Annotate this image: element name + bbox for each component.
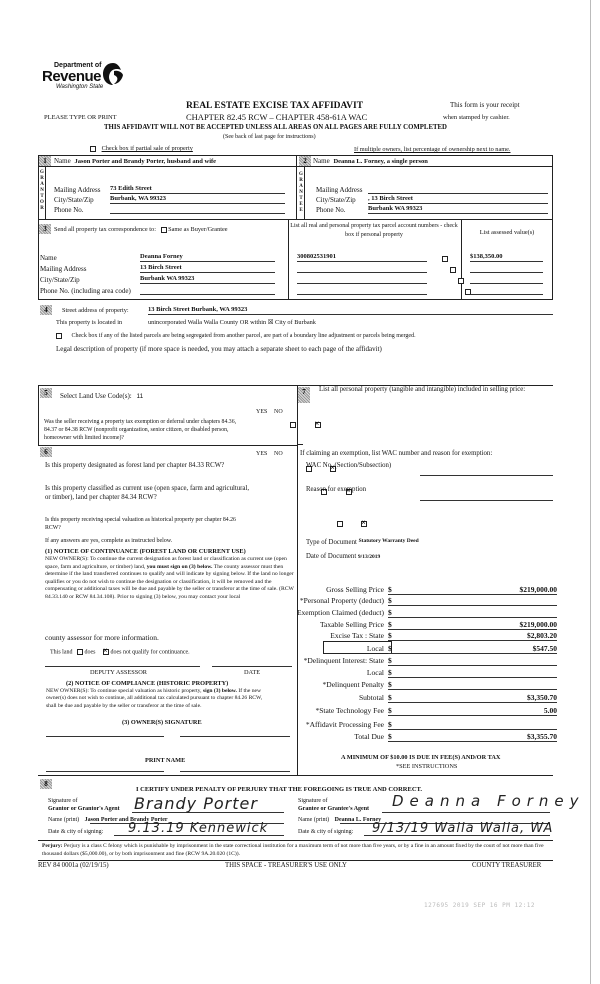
exemption-label: If claiming an exemption, list WAC number and reason for exemption: [300,450,493,457]
same-as-buyer-label: Same as Buyer/Grantee [168,226,228,233]
date-label: DATE [244,669,261,676]
grantee-name-field [313,157,428,165]
q-historic-yes[interactable] [337,521,343,527]
legal-description-label: Legal description of property (if more space is needed, you may attach a separate sheet to each page of the affidavit) [56,345,382,353]
owner-signature-line-1[interactable] [46,736,164,737]
parcel-number-3[interactable] [297,275,427,284]
reason-value[interactable] [420,493,553,501]
grantor-city-label: City/State/Zip [54,196,94,204]
grantee-phone-value[interactable]: Burbank WA 99323 [368,205,548,214]
yes-header-5: YES [256,409,268,415]
grantee-name-value[interactable]: Deanna L. Forney, a single person [333,158,428,165]
multiple-owners-note: If multiple owners, list percentage of ownership next to name. [354,146,511,153]
receipt-stamp: 127695 2019 SEP 16 PM 12:12 [424,902,536,909]
located-in-value: unincorporated Walla Walla County OR within ☒ City of Burbank [148,319,316,326]
grantor-mailing-label: Mailing Address [54,186,101,194]
q-current-use-text: Is this property classified as current use (open space, farm and agricultural, or timber), land per chapter 84.34 RCW? [45,485,250,501]
q-forest-text: Is this property designated as forest land per chapter 84.33 RCW? [45,462,225,469]
partial-sale-row [90,145,193,152]
tax-row-delinquent-penalty: *Delinquent Penalty $ [300,679,560,690]
correspondence-header: Send all property tax correspondence to: Same as Buyer/Grantee [54,226,228,233]
segregated-row [56,333,416,339]
tax-row-excise-state: Excise Tax : State $2,803.20 $ [330,631,557,640]
notice1-body: NEW OWNER(S): To continue the current designation as forest land or classification as current use (open space, farm and agriculture, or timber) land, you must sign on (3) below. The county assessor must then determine if the land transferred continues to qualify and will indicate by signing below. If the land no longer qualifies or you do not wish to continue the designation or classification, it will be removed and the compensating or additional taxes will be due and payable by the seller or transferor at the time of sale. (RCW 84.33.140 or RCW 84.34.108). Prior to signing (3) below, you may contact your local [45,556,294,600]
corr-name-label: Name [40,254,57,262]
print-name-label: PRINT NAME [145,757,186,764]
footer-divider [38,860,553,861]
dor-logo [42,62,112,100]
q-historic-no[interactable] [361,521,367,527]
grantee-name-print-row: Name (print) Deanna L. Forney [298,817,382,823]
page-right-edge [590,0,591,984]
receipt-line2: when stamped by cashier. [443,114,510,121]
grantor-phone-value[interactable] [110,205,285,214]
located-in-label: This property is located in [56,319,123,326]
county-treasurer: COUNTY TREASURER [472,862,542,869]
parcel-number-2[interactable] [297,264,427,273]
grantor-name-print[interactable]: Jason Porter and Brandy Porter [84,817,168,823]
corr-city-value[interactable]: Burbank WA 99323 [140,275,275,284]
grantee-name-print[interactable]: Deanna L. Forney [334,817,382,823]
wac-label: WAC No. (Section/Subsection) [306,462,392,469]
grantee-mailing-value[interactable] [368,185,548,194]
q-exemption-yes[interactable] [290,422,296,428]
assessed-value-4[interactable] [470,286,543,295]
doc-date-row [306,553,380,560]
print-name-line-2[interactable] [180,771,290,772]
perjury-divider [38,840,553,841]
continuance-does-checkbox[interactable] [77,649,83,655]
certify-statement: I CERTIFY UNDER PENALTY OF PERJURY THAT THE FOREGOING IS TRUE AND CORRECT. [136,786,423,793]
section-5-icon: 5 [40,388,52,398]
if-yes-note: If any answers are yes, complete as instructed below. [45,538,173,544]
grantor-name-field [54,157,216,165]
reason-label: Reason for exemption [306,486,367,493]
section-6-icon: 6 [40,447,52,457]
section-7-bottom-line [297,444,303,445]
parcel-personal-checkbox-1[interactable] [442,256,448,262]
form-number: REV 84 0001a (02/19/15) [38,862,109,869]
notice2-title: (2) NOTICE OF COMPLIANCE (HISTORIC PROPERTY) [66,680,229,687]
left-col-border [38,385,39,445]
grantor-signature: Brandy Porter [134,794,258,813]
grantor-side-label: G R A N T O R [40,170,44,211]
notice1-tail: county assessor for more information. [45,633,159,642]
section-5-6-divider [38,445,297,446]
grantee-mailing-label: Mailing Address [316,186,363,194]
assessed-value-3[interactable] [470,275,543,284]
logo-line2: Revenue [42,68,102,85]
grantor-mailing-value[interactable]: 73 Edith Street [110,185,285,194]
section-2-icon: 2 [299,156,311,166]
deputy-assessor-label: DEPUTY ASSESSOR [90,669,147,676]
tax-row-gross: Gross Selling Price $219,000.00 $ [326,585,557,594]
grantor-date-label: Date & city of signing: [48,829,104,835]
no-header-5: NO [274,409,283,415]
tax-row-excise-local: Local $547.50 $ [366,644,557,653]
form-title: REAL ESTATE EXCISE TAX AFFIDAVIT [186,101,364,111]
grantor-phone-label: Phone No. [54,206,84,214]
parcel-personal-checkbox-2[interactable] [450,267,456,273]
corr-city-label: City/State/Zip [40,276,80,284]
grantee-date-line [364,828,550,836]
grantor-city-value[interactable]: Burbank, WA 99323 [110,195,285,204]
q-exemption-no[interactable] [315,422,321,428]
perjury-notice: Perjury: Perjury is a class C felony which is punishable by imprisonment in the state correctional institution for a maximum term of not more than five years, or by a fine in an amount fixed by the court of not more than five thousand dollars ($5,000.00), or by both imprisonment and fine (RCW 9A.20.020 (1C)). [42,843,544,857]
warning-banner: THIS AFFIDAVIT WILL NOT BE ACCEPTED UNLESS ALL AREAS ON ALL PAGES ARE FULLY COMPLETED [104,124,447,131]
assessed-value-2[interactable] [470,264,543,273]
notice2-body: NEW OWNER(S): To continue special valuation as historic property, sign (3) below. If the new owner(s) does not wish to continue, all additional tax calculated pursuant to chapter 84.26 RCW, shall be due and payable by the seller or transferor at the time of sale. [46,688,263,709]
tax-row-taxable: Taxable Selling Price $219,000.00 $ [319,620,557,629]
please-type: PLEASE TYPE OR PRINT [44,114,117,121]
grantor-sig-label: Signature of Grantor or Grantor's Agent [48,798,120,812]
instructions-note: (See back of last page for instructions) [223,134,316,140]
assessed-header: List assessed value(s) [479,229,535,236]
grantor-name-value[interactable]: Jason Porter and Brandy Porter, husband and wife [74,158,217,165]
yes-header-6: YES [256,451,268,457]
segregated-checkbox[interactable] [56,333,62,339]
section-8-icon: 8 [40,779,52,789]
continuance-row: This land does × does not qualify for continuance. [50,649,190,655]
land-use-code[interactable]: 11 [136,393,144,400]
notice1-title: (1) NOTICE OF CONTINUANCE (FOREST LAND OR CURRENT USE) [45,548,246,555]
wac-value[interactable] [420,468,553,476]
owner-signature-line-2[interactable] [180,736,290,737]
logo-line3: Washington State [56,84,104,90]
corr-mailing-value[interactable]: 13 Birch Street [140,264,275,273]
grantor-date-city[interactable]: 9.13.19 Kennewick [128,821,269,836]
tax-row-subtotal: Subtotal $3,350.70 $ [358,693,557,702]
assessed-value-1[interactable]: $138,350.00 [470,253,543,262]
grantee-side-label: G R A N T E E [299,172,303,213]
tax-row-tech-fee: *State Technology Fee 5.00 $ [315,706,557,715]
parcel-number-4[interactable] [297,286,427,295]
personal-property-label: List all personal property (tangible and intangible) included in selling price: [319,386,526,393]
doc-type-value[interactable]: Statutory Warranty Deed [358,538,419,544]
corr-mailing-label: Mailing Address [40,265,87,273]
logo-line1: Department of [54,62,102,69]
owner-signature-label: (3) OWNER(S) SIGNATURE [122,719,202,726]
section-3-icon: 3 [39,224,51,234]
doc-date-value[interactable]: 9/13/2019 [357,554,381,560]
see-instructions: *SEE INSTRUCTIONS [396,763,458,770]
corr-name-value[interactable]: Deanna Forney [140,253,275,262]
date-line [212,666,292,667]
parcel-col-divider [288,220,289,300]
grantee-signature: Deanna Forney [392,792,585,810]
grantee-name-label: Name [313,157,330,165]
treasurer-space: THIS SPACE - TREASURER'S USE ONLY [225,862,347,869]
section-4-icon: 4 [40,305,52,315]
street-address-value[interactable]: 13 Birch Street Burbank, WA 99323 [148,306,553,315]
tax-row-delinquent-interest-state: *Delinquent Interest: State $ [300,655,560,666]
section-7-icon: 7 [298,387,310,403]
partial-sale-label: Check box if partial sale of property [101,145,193,152]
continuance-does-not-checkbox[interactable] [103,649,109,655]
grantor-name-print-row: Name (print) Jason Porter and Brandy Porter [48,817,168,823]
partial-sale-checkbox[interactable] [90,146,96,152]
tax-row-exemption: Exemption Claimed (deduct) $ [300,607,560,618]
corr-phone-value[interactable] [140,286,275,295]
doc-type-label: Type of Document [306,539,357,546]
parcel-header: List all real and personal property tax parcel account numbers - check box if personal property [290,223,458,238]
tax-row-personal: *Personal Property (deduct) $ [300,595,560,606]
tax-row-total-due: Total Due $3,355.70 $ [354,732,557,741]
grantor-name-label: Name [54,157,71,165]
print-name-line-1[interactable] [46,771,164,772]
grantor-date-line [114,828,284,836]
grantee-date-city[interactable]: 9/13/19 Walla Walla, WA [372,821,554,836]
dor-swirl-icon [102,62,124,86]
receipt-line1: This form is your receipt [450,101,520,109]
parcel-personal-checkbox-3[interactable] [458,278,464,284]
tax-row-processing-fee: *Affidavit Processing Fee $ [300,719,560,730]
land-use-row [60,392,143,400]
q-exemption-text: Was the seller receiving a property tax exemption or deferral under chapters 84.36, 84.37 or 84.38 RCW (nonprofit organization, senior citizen, or disabled person, homeowner with limited income)? [44,419,237,441]
tax-row-delinquent-interest-local: Local $ [300,667,560,678]
doc-type-row [306,538,419,546]
land-use-label: Select Land Use Code(s): [60,392,132,400]
grantee-phone-label: Phone No. [316,206,346,214]
grantee-date-label: Date & city of signing: [298,829,354,835]
same-as-buyer-checkbox[interactable] [161,227,167,233]
segregated-label: Check box if any of the listed parcels are being segregated from another parcel, are part of a boundary line adjustment or parcels being merged. [71,333,416,340]
form-subtitle: CHAPTER 82.45 RCW – CHAPTER 458-61A WAC [186,112,368,122]
parcel-number-1[interactable]: 300802531901 [297,253,427,262]
grantee-sig-label: Signature of Grantee or Grantee's Agent [298,798,370,812]
grantor-name-row-line [38,166,296,167]
grantee-city-value[interactable]: , 13 Birch Street [368,195,548,204]
street-address-label: Street address of property: [62,307,129,314]
q-historic-text: Is this property receiving special valuation as historical property per chapter 84.26 RCW? [45,517,236,531]
grantee-name-row-line [297,166,553,167]
corr-phone-label: Phone No. (including area code) [40,287,131,295]
doc-date-label: Date of Document [306,553,357,560]
grantee-city-label: City/State/Zip [316,196,356,204]
section-1-icon: 1 [39,156,51,166]
no-header-6: NO [274,451,283,457]
deputy-assessor-line [45,666,200,667]
minimum-note: A MINIMUM OF $10.00 IS DUE IN FEE(S) AND/OR TAX [341,754,501,761]
